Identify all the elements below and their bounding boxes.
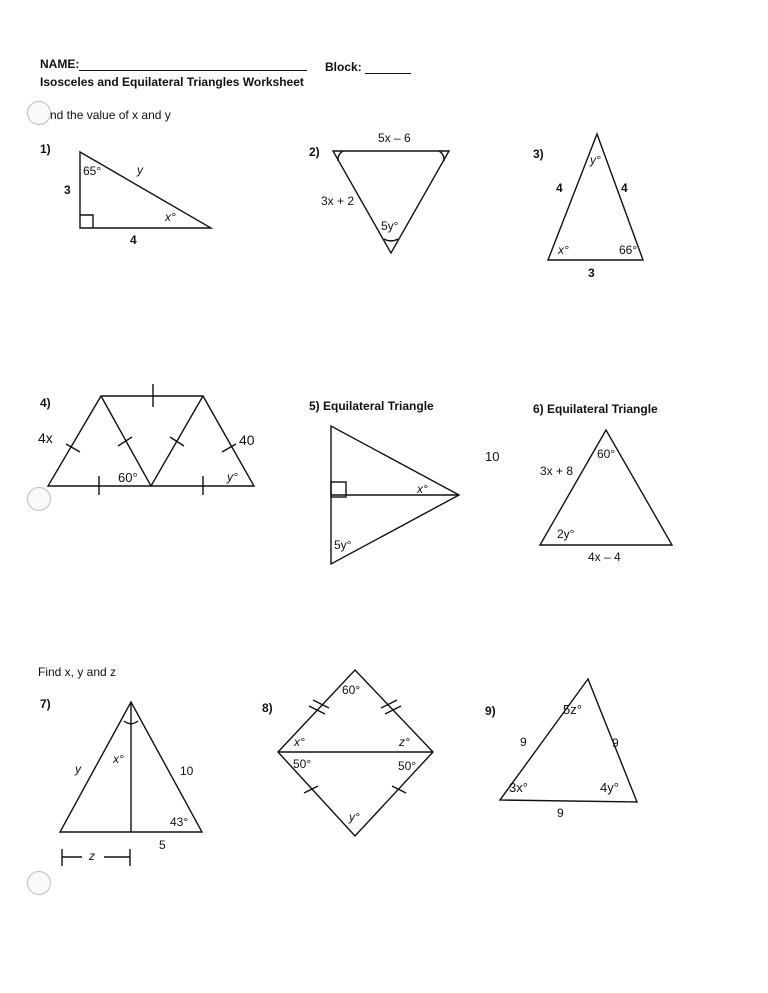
problem-3-number: 3) (533, 147, 544, 161)
p7-angle-right: 43° (170, 815, 189, 829)
p7-angle-top: x° (113, 752, 124, 766)
problem-1-number: 1) (40, 142, 51, 156)
worksheet-title: Isosceles and Equilateral Triangles Worksheet (40, 75, 304, 89)
p2-angle-bottom: 5y° (381, 219, 399, 233)
problem-9-number: 9) (485, 704, 496, 718)
p5-side-label: 10 (485, 449, 500, 464)
p8-angle-right-bottom: 50° (398, 759, 417, 773)
p1-side-left: 3 (64, 183, 71, 197)
p7-side-right: 10 (180, 764, 194, 778)
p1-side-bottom: 4 (130, 233, 137, 247)
p9-side-bottom: 9 (557, 806, 564, 820)
p4-angle-right: y° (227, 470, 238, 484)
problem-6-title (533, 402, 658, 416)
triangle-4-figure (48, 384, 254, 495)
p2-side-left: 3x + 2 (321, 194, 355, 208)
p3-angle-left: x° (558, 243, 569, 257)
p1-angle-top: 65° (83, 164, 102, 178)
p9-angle-top: 5z° (563, 702, 582, 717)
p8-angle-left-bottom: 50° (293, 757, 312, 771)
p7-side-left: y (75, 762, 81, 776)
p5-angle-right: x° (417, 482, 428, 496)
p7-side-bottom: 5 (159, 838, 166, 852)
problem-6-heading: Equilateral Triangle (547, 402, 658, 416)
p8-angle-top: 60° (342, 683, 361, 697)
p9-angle-left: 3x° (509, 780, 528, 795)
p3-angle-right: 66° (619, 243, 638, 257)
problem-7-number: 7) (40, 697, 51, 711)
problem-5-heading: Equilateral Triangle (323, 399, 434, 413)
p8-angle-bottom: y° (349, 810, 360, 824)
p8-angle-right-top: z° (399, 735, 410, 749)
p4-angle-center: 60° (118, 470, 138, 485)
p6-side-bottom: 4x – 4 (588, 550, 621, 564)
p1-side-hyp: y (137, 163, 143, 177)
p7-segment-label: z (89, 849, 95, 863)
p4-side-right: 40 (239, 432, 255, 448)
p4-side-left: 4x (38, 430, 53, 446)
p3-side-bottom: 3 (588, 266, 595, 280)
name-label: NAME: (40, 57, 80, 71)
p5-angle-bottom: 5y° (334, 538, 352, 552)
p6-side-left: 3x + 8 (540, 464, 574, 478)
p3-side-right: 4 (621, 181, 628, 195)
instruction-text: nd the value of x and y (50, 108, 171, 122)
problem-5-number: 5) (309, 399, 320, 413)
p9-angle-right: 4y° (600, 780, 619, 795)
p8-angle-left-top: x° (294, 735, 305, 749)
p3-angle-top: y° (590, 153, 601, 167)
p6-angle-top: 60° (597, 447, 616, 461)
triangle-7 (60, 702, 202, 866)
p1-angle-right: x° (165, 210, 176, 224)
section-2-instruction: Find x, y and z (38, 665, 117, 679)
problem-2-number: 2) (309, 145, 320, 159)
p6-angle-left: 2y° (557, 527, 575, 541)
problem-5-title (309, 399, 434, 413)
p2-side-top: 5x – 6 (378, 131, 411, 145)
problem-8-number: 8) (262, 701, 273, 715)
block-label: Block: (325, 60, 362, 74)
problem-4-number: 4) (40, 396, 51, 410)
p3-side-left: 4 (556, 181, 563, 195)
p9-side-right: 9 (612, 736, 619, 750)
problem-6-number: 6) (533, 402, 544, 416)
p9-side-left: 9 (520, 735, 527, 749)
